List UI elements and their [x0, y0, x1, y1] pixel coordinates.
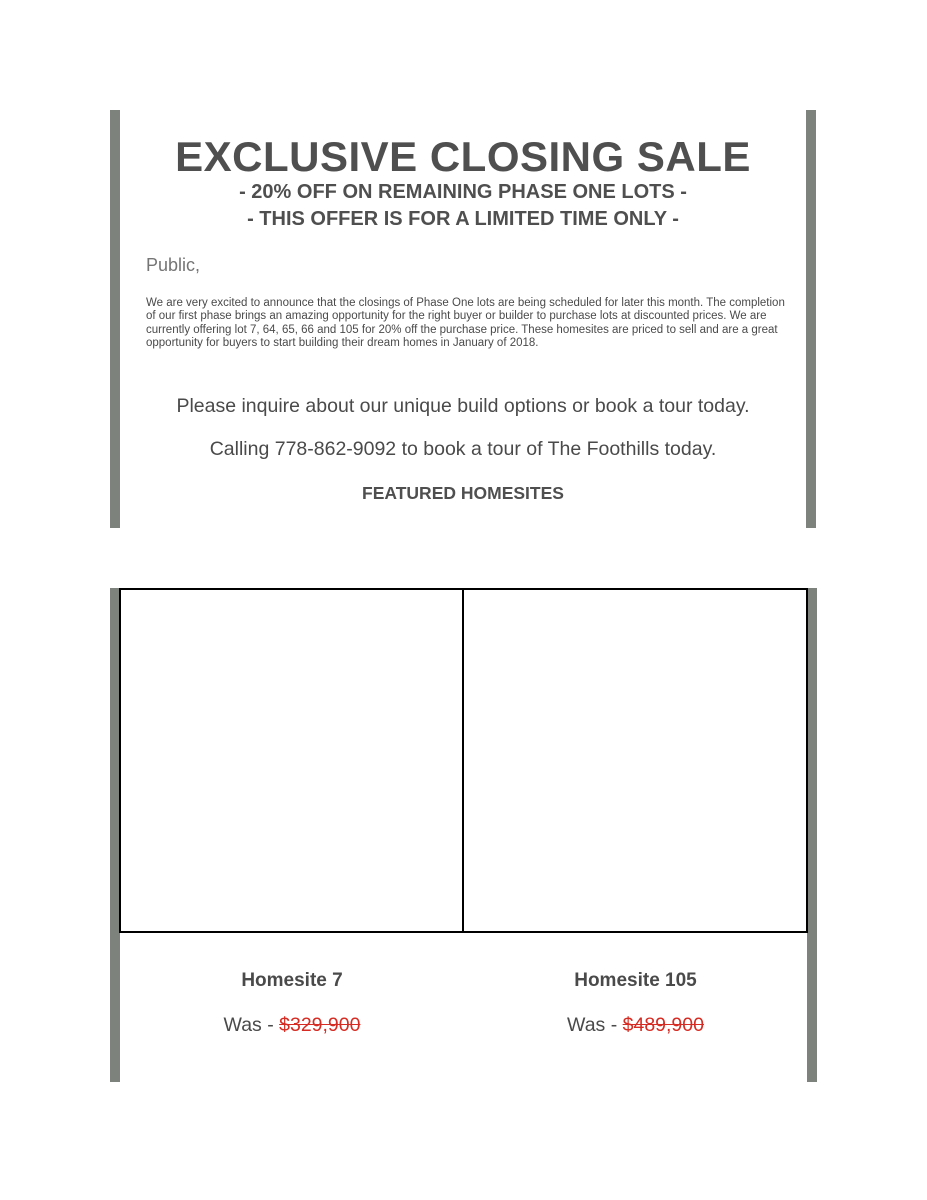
headline: EXCLUSIVE CLOSING SALE [175, 133, 751, 180]
announcement-body: We are very excited to announce that the closings of Phase One lots are being scheduled for later this month. The completion of our first phase brings an amazing opportunity for the right buyer or builder to purchase lots at discounted prices. We are currently offering lot 7, 64, 65, 66 and 105 for 20% off the purchase price. These homesites are priced to sell and are a great opportunity for buyers to start building their dream homes in January of 2018. [146, 297, 785, 350]
subhead-discount: - 20% OFF ON REMAINING PHASE ONE LOTS - [239, 181, 687, 203]
top-left-accent-bar [110, 110, 120, 528]
homesite-7-old-price: $329,900 [279, 1014, 361, 1036]
homesite-7-was-label: Was - [223, 1014, 280, 1036]
top-right-accent-bar [806, 110, 816, 528]
calling-text: Calling 778-862-9092 to book a tour of The Foothills today. [209, 438, 717, 460]
homesite-7-name: Homesite 7 [241, 970, 343, 991]
homesite-105-name: Homesite 105 [574, 970, 697, 991]
homesite-105-was-label: Was - [567, 1014, 623, 1036]
inquire-text: Please inquire about our unique build options or book a tour today. [176, 395, 750, 417]
homesite-105-old-price: $489,900 [622, 1014, 704, 1036]
subhead-limited-time: - THIS OFFER IS FOR A LIMITED TIME ONLY - [247, 208, 679, 230]
homesite-7-price [120, 1014, 464, 1037]
featured-homesites-heading: FEATURED HOMESITES [362, 483, 564, 503]
homesite-105-image-placeholder [462, 588, 808, 933]
homesite-105-price [464, 1014, 807, 1037]
greeting: Public, [146, 255, 201, 275]
homesite-7-image-placeholder [119, 588, 464, 933]
bottom-right-accent-bar [807, 588, 817, 1082]
